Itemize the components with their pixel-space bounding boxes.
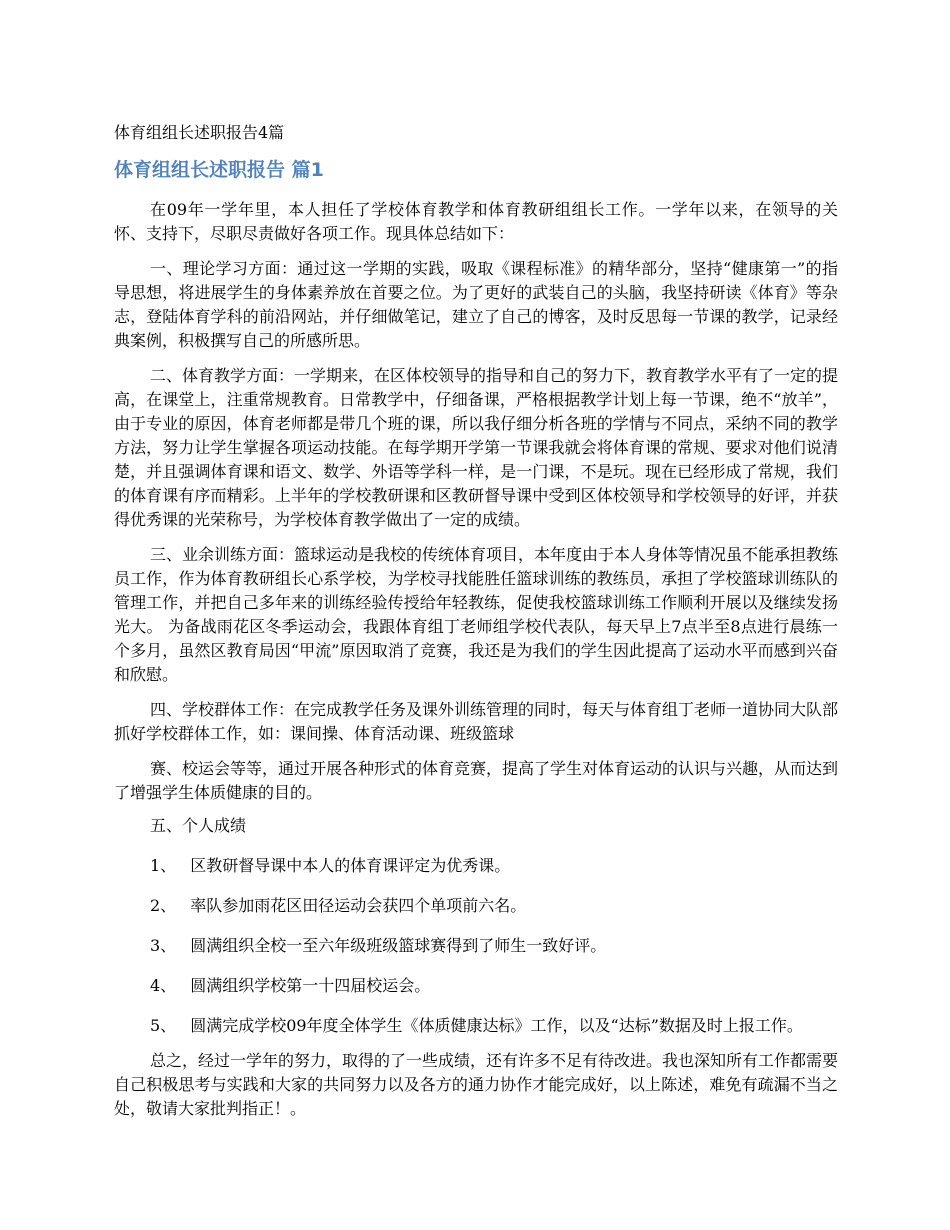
achievement-number: 5、	[150, 1016, 177, 1035]
paragraph-intro: 在09年一学年里，本人担任了学校体育教学和体育教研组组长工作。一学年以来，在领导的关怀、支持下，尽职尽责做好各项工作。现具体总结如下：	[114, 200, 838, 243]
achievement-item	[114, 974, 838, 998]
achievement-text: 率队参加雨花区田径运动会获四个单项前六名。	[190, 896, 527, 915]
achievement-item	[114, 854, 838, 878]
paragraph-group-work: 四、学校群体工作：在完成教学任务及课外训练管理的同时，每天与体育组丁老师一道协同大队部抓好学校群体工作，如：课间操、体育活动课、班级篮球	[114, 700, 839, 743]
achievement-number: 2、	[150, 896, 177, 915]
section-heading: 体育组组长述职报告 篇1	[114, 159, 324, 181]
achievement-item	[114, 934, 838, 958]
achievement-number: 1、	[150, 856, 177, 875]
paragraph-achievements-heading: 五、个人成绩	[150, 816, 247, 835]
achievement-text: 圆满组织学校第一十四届校运会。	[190, 976, 431, 995]
achievement-item	[114, 1014, 838, 1038]
achievement-text: 圆满组织全校一至六年级班级篮球赛得到了师生一致好评。	[190, 936, 607, 955]
achievement-text: 区教研督导课中本人的体育课评定为优秀课。	[190, 856, 511, 875]
document-title: 体育组组长述职报告4篇	[114, 123, 285, 142]
achievement-item	[114, 894, 838, 918]
paragraph-group-work-continued: 赛、校运会等等，通过开展各种形式的体育竞赛，提高了学生对体育运动的认识与兴趣，从而达到了增强学生体质健康的目的。	[114, 759, 839, 802]
achievement-text: 圆满完成学校09年度全体学生《体质健康达标》工作，以及“达标”数据及时上报工作。	[190, 1016, 803, 1035]
achievement-number: 4、	[150, 976, 177, 995]
paragraph-training: 三、业余训练方面：篮球运动是我校的传统体育项目，本年度由于本人身体等情况虽不能承担教练员工作，作为体育教研组长心系学校，为学校寻找能胜任篮球训练的教练员，承担了学校篮球训练队的管理工作，并把自己多年来的训练经验传授给年轻教练，促使我校篮球训练工作顺利开展以及继续发扬光大。 为备战雨花区冬季运动会，我跟体育组丁老师组学校代表队，每天早上7点半至8点进行晨练一个多月，虽然区教育局因“甲流”原因取消了竞赛，我还是为我们的学生因此提高了运动水平而感到兴奋和欣慰。	[114, 545, 839, 684]
achievement-number: 3、	[150, 936, 177, 955]
paragraph-conclusion: 总之，经过一学年的努力，取得的了一些成绩，还有许多不足有待改进。我也深知所有工作都需要自己积极思考与实践和大家的共同努力以及各方的通力协作才能完成好，以上陈述，难免有疏漏不当之处，敬请大家批判指正！。	[114, 1051, 839, 1118]
paragraph-pe-teaching: 二、体育教学方面：一学期来，在区体校领导的指导和自己的努力下，教育教学水平有了一定的提高，在课堂上，注重常规教育。日常教学中，仔细备课，严格根据教学计划上每一节课，绝不“放羊”，由于专业的原因，体育老师都是带几个班的课，所以我仔细分析各班的学情与不同点，采纳不同的教学方法，努力让学生掌握各项运动技能。在每学期开学第一节课我就会将体育课的常规、要求对他们说清楚，并且强调体育课和语文、数学、外语等学科一样，是一门课，不是玩。现在已经形成了常规，我们的体育课有序而精彩。上半年的学校教研课和区教研督导课中受到区体校领导和学校领导的好评，并获得优秀课的光荣称号，为学校体育教学做出了一定的成绩。	[114, 366, 839, 529]
paragraph-theory-study: 一、理论学习方面：通过这一学期的实践，吸取《课程标准》的精华部分，坚持“健康第一”的指导思想，将进展学生的身体素养放在首要之位。为了更好的武装自己的头脑，我坚持研读《体育》等杂志，登陆体育学科的前沿网站，并仔细做笔记，建立了自己的博客，及时反思每一节课的教学，记录经典案例，积极撰写自己的所感所思。	[114, 259, 838, 350]
document-page	[114, 120, 838, 1132]
